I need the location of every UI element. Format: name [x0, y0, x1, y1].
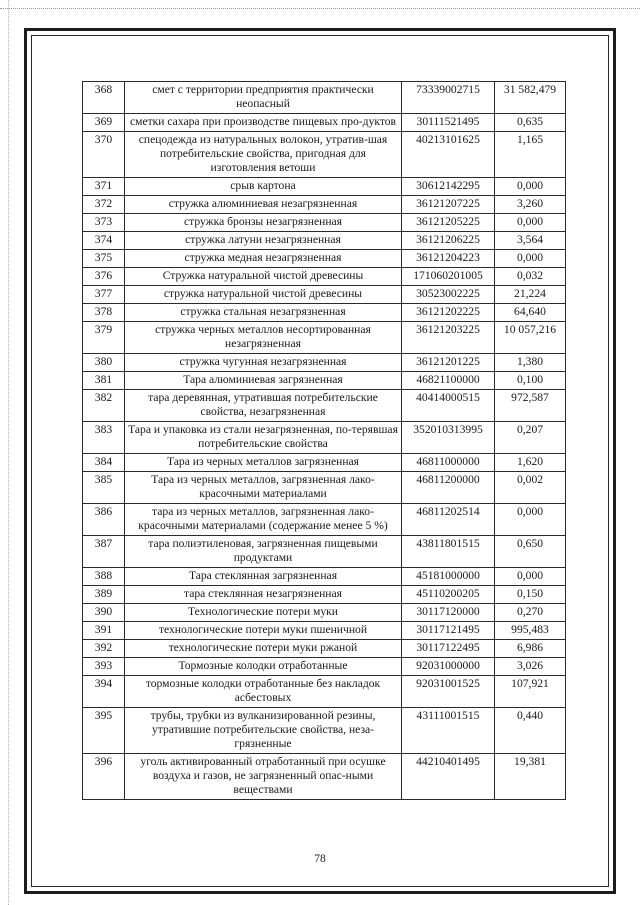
table-row [83, 536, 566, 568]
waste-amount-cell: 0,000 [495, 568, 566, 586]
waste-code-cell: 45110200205 [402, 586, 495, 604]
waste-name-cell: тара полиэтиленовая, загрязненная пищевыми продуктами [125, 536, 402, 568]
waste-name-cell: Технологические потери муки [125, 604, 402, 622]
waste-name-cell: уголь активированный отработанный при осушке воздуха и газов, не загрязненный опас-ными веществами [125, 754, 402, 800]
row-number-cell: 392 [83, 640, 125, 658]
waste-amount-cell: 6,986 [495, 640, 566, 658]
row-number-cell: 379 [83, 322, 125, 354]
waste-name-cell: спецодежда из натуральных волокон, утратив-шая потребительские свойства, пригодная для изготовления ветоши [125, 132, 402, 178]
row-number-cell: 393 [83, 658, 125, 676]
table-row [83, 132, 566, 178]
waste-name-cell: технологические потери муки ржаной [125, 640, 402, 658]
table-row [83, 604, 566, 622]
waste-amount-cell: 21,224 [495, 286, 566, 304]
waste-amount-cell: 0,000 [495, 250, 566, 268]
waste-amount-cell: 0,100 [495, 372, 566, 390]
waste-name-cell: Тара из черных металлов, загрязненная лако-красочными материалами [125, 472, 402, 504]
row-number-cell: 375 [83, 250, 125, 268]
waste-code-cell: 36121203225 [402, 322, 495, 354]
table-row [83, 472, 566, 504]
table-row [83, 114, 566, 132]
waste-amount-cell: 19,381 [495, 754, 566, 800]
waste-amount-cell: 1,620 [495, 454, 566, 472]
waste-amount-cell: 107,921 [495, 676, 566, 708]
table-row [83, 82, 566, 114]
waste-amount-cell: 1,165 [495, 132, 566, 178]
table-row [83, 658, 566, 676]
waste-name-cell: Тара алюминиевая загрязненная [125, 372, 402, 390]
waste-amount-cell: 0,000 [495, 178, 566, 196]
waste-amount-cell: 0,150 [495, 586, 566, 604]
table-row [83, 568, 566, 586]
waste-amount-cell: 3,260 [495, 196, 566, 214]
waste-code-cell: 40414000515 [402, 390, 495, 422]
row-number-cell: 368 [83, 82, 125, 114]
row-number-cell: 381 [83, 372, 125, 390]
waste-name-cell: технологические потери муки пшеничной [125, 622, 402, 640]
table-row [83, 250, 566, 268]
table-row [83, 754, 566, 800]
table-row [83, 268, 566, 286]
row-number-cell: 382 [83, 390, 125, 422]
table-row [83, 196, 566, 214]
waste-name-cell: стружка бронзы незагрязненная [125, 214, 402, 232]
waste-amount-cell: 0,000 [495, 214, 566, 232]
waste-name-cell: сметки сахара при производстве пищевых про-дуктов [125, 114, 402, 132]
waste-amount-cell: 0,002 [495, 472, 566, 504]
waste-code-cell: 36121207225 [402, 196, 495, 214]
waste-amount-cell: 3,026 [495, 658, 566, 676]
row-number-cell: 377 [83, 286, 125, 304]
waste-code-cell: 36121205225 [402, 214, 495, 232]
table-row [83, 354, 566, 372]
row-number-cell: 374 [83, 232, 125, 250]
row-number-cell: 390 [83, 604, 125, 622]
waste-name-cell: стружка алюминиевая незагрязненная [125, 196, 402, 214]
waste-code-cell: 92031001525 [402, 676, 495, 708]
table-row [83, 454, 566, 472]
waste-code-cell: 43111001515 [402, 708, 495, 754]
row-number-cell: 383 [83, 422, 125, 454]
page-number: 78 [314, 853, 326, 865]
waste-code-cell: 46811202514 [402, 504, 495, 536]
waste-code-cell: 36121201225 [402, 354, 495, 372]
waste-amount-cell: 31 582,479 [495, 82, 566, 114]
row-number-cell: 385 [83, 472, 125, 504]
row-number-cell: 391 [83, 622, 125, 640]
waste-amount-cell: 0,207 [495, 422, 566, 454]
waste-name-cell: тара стеклянная незагрязненная [125, 586, 402, 604]
waste-amount-cell: 995,483 [495, 622, 566, 640]
waste-amount-cell: 10 057,216 [495, 322, 566, 354]
row-number-cell: 372 [83, 196, 125, 214]
waste-name-cell: тара из черных металлов, загрязненная лако-красочными материалами (содержание менее 5 %) [125, 504, 402, 536]
waste-name-cell: Стружка натуральной чистой древесины [125, 268, 402, 286]
waste-name-cell: Тара стеклянная загрязненная [125, 568, 402, 586]
table-row [83, 504, 566, 536]
scan-edge-left [8, 0, 9, 905]
waste-amount-cell: 972,587 [495, 390, 566, 422]
waste-code-cell: 171060201005 [402, 268, 495, 286]
waste-name-cell: тормозные колодки отработанные без накладок асбестовых [125, 676, 402, 708]
waste-code-cell: 36121202225 [402, 304, 495, 322]
table-row [83, 286, 566, 304]
table-row [83, 322, 566, 354]
scan-edge-top [0, 8, 640, 9]
waste-name-cell: Тара из черных металлов загрязненная [125, 454, 402, 472]
waste-amount-cell: 0,270 [495, 604, 566, 622]
row-number-cell: 376 [83, 268, 125, 286]
waste-code-cell: 43811801515 [402, 536, 495, 568]
waste-name-cell: трубы, трубки из вулканизированной резины, утратившие потребительские свойства, неза-грязненные [125, 708, 402, 754]
table-row [83, 178, 566, 196]
table-row [83, 676, 566, 708]
waste-code-cell: 36121206225 [402, 232, 495, 250]
waste-name-cell: Тормозные колодки отработанные [125, 658, 402, 676]
row-number-cell: 387 [83, 536, 125, 568]
waste-code-cell: 30117121495 [402, 622, 495, 640]
waste-code-cell: 92031000000 [402, 658, 495, 676]
row-number-cell: 378 [83, 304, 125, 322]
row-number-cell: 386 [83, 504, 125, 536]
table-row [83, 586, 566, 604]
waste-amount-cell: 64,640 [495, 304, 566, 322]
row-number-cell: 394 [83, 676, 125, 708]
table-row [83, 622, 566, 640]
row-number-cell: 389 [83, 586, 125, 604]
waste-name-cell: стружка черных металлов несортированная незагрязненная [125, 322, 402, 354]
waste-name-cell: стружка стальная незагрязненная [125, 304, 402, 322]
waste-code-cell: 73339002715 [402, 82, 495, 114]
table-row [83, 390, 566, 422]
waste-table-container [82, 81, 565, 800]
waste-code-cell: 40213101625 [402, 132, 495, 178]
waste-name-cell: стружка натуральной чистой древесины [125, 286, 402, 304]
waste-code-cell: 30117120000 [402, 604, 495, 622]
row-number-cell: 369 [83, 114, 125, 132]
table-row [83, 214, 566, 232]
waste-code-cell: 36121204223 [402, 250, 495, 268]
waste-name-cell: срыв картона [125, 178, 402, 196]
waste-code-cell: 45181000000 [402, 568, 495, 586]
waste-amount-cell: 3,564 [495, 232, 566, 250]
waste-code-cell: 30523002225 [402, 286, 495, 304]
table-row [83, 232, 566, 250]
waste-amount-cell: 0,000 [495, 504, 566, 536]
row-number-cell: 380 [83, 354, 125, 372]
table-row [83, 422, 566, 454]
row-number-cell: 370 [83, 132, 125, 178]
row-number-cell: 371 [83, 178, 125, 196]
table-row [83, 304, 566, 322]
waste-name-cell: стружка медная незагрязненная [125, 250, 402, 268]
waste-amount-cell: 0,650 [495, 536, 566, 568]
waste-code-cell: 44210401495 [402, 754, 495, 800]
table-row [83, 708, 566, 754]
waste-table-body [83, 82, 566, 800]
waste-code-cell: 46811200000 [402, 472, 495, 504]
waste-amount-cell: 0,440 [495, 708, 566, 754]
waste-amount-cell: 0,032 [495, 268, 566, 286]
waste-code-cell: 30111521495 [402, 114, 495, 132]
waste-amount-cell: 0,635 [495, 114, 566, 132]
waste-code-cell: 46821100000 [402, 372, 495, 390]
table-row [83, 640, 566, 658]
waste-table [82, 81, 566, 800]
waste-code-cell: 46811000000 [402, 454, 495, 472]
table-row [83, 372, 566, 390]
waste-name-cell: тара деревянная, утратившая потребительские свойства, незагрязненная [125, 390, 402, 422]
row-number-cell: 384 [83, 454, 125, 472]
waste-name-cell: стружка чугунная незагрязненная [125, 354, 402, 372]
row-number-cell: 373 [83, 214, 125, 232]
row-number-cell: 388 [83, 568, 125, 586]
row-number-cell: 396 [83, 754, 125, 800]
waste-name-cell: смет с территории предприятия практически неопасный [125, 82, 402, 114]
waste-amount-cell: 1,380 [495, 354, 566, 372]
waste-name-cell: стружка латуни незагрязненная [125, 232, 402, 250]
row-number-cell: 395 [83, 708, 125, 754]
waste-code-cell: 30117122495 [402, 640, 495, 658]
waste-code-cell: 30612142295 [402, 178, 495, 196]
waste-code-cell: 352010313995 [402, 422, 495, 454]
waste-name-cell: Тара и упаковка из стали незагрязненная, по-терявшая потребительские свойства [125, 422, 402, 454]
